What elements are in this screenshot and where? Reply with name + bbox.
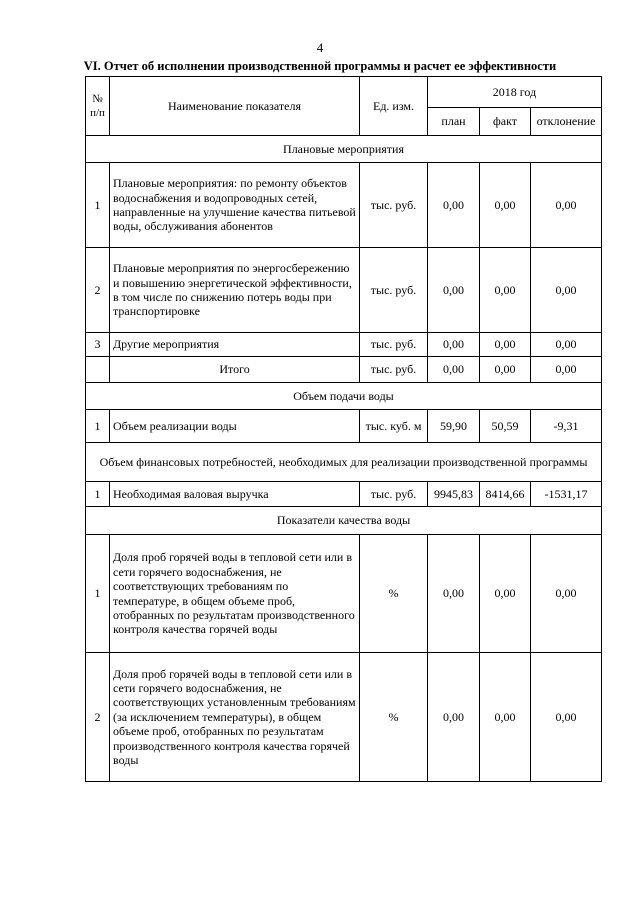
row-fact: 0,00 <box>480 535 531 653</box>
row-deviation: 0,00 <box>531 163 602 248</box>
row-name: Плановые мероприятия по энергосбережению и повышению энергетической эффективности, в том числе по снижению потерь воды при транспортировке <box>110 248 360 333</box>
row-fact: 0,00 <box>480 163 531 248</box>
total-row <box>86 357 602 383</box>
header-row-1 <box>86 77 602 108</box>
section-row-planned <box>86 136 602 163</box>
table-row <box>86 482 602 507</box>
row-number: 3 <box>86 333 110 357</box>
row-unit: % <box>360 653 428 782</box>
row-fact: 50,59 <box>480 410 531 443</box>
row-plan: 0,00 <box>428 535 480 653</box>
row-number: 2 <box>86 248 110 333</box>
header-plan: план <box>428 108 480 136</box>
row-name: Доля проб горячей воды в тепловой сети или в сети горячего водоснабжения, не соответствующих установленным требованиям (за исключением температуры), в общем объеме проб, отобранных по результатам производственного контроля качества горячей воды <box>110 653 360 782</box>
table-row <box>86 535 602 653</box>
row-unit: тыс. руб. <box>360 248 428 333</box>
row-plan: 0,00 <box>428 248 480 333</box>
row-deviation: -9,31 <box>531 410 602 443</box>
row-number: 2 <box>86 653 110 782</box>
section-title-supply: Объем подачи воды <box>86 383 602 410</box>
section-title-quality: Показатели качества воды <box>86 507 602 535</box>
row-deviation: -1531,17 <box>531 482 602 507</box>
row-fact: 0,00 <box>480 333 531 357</box>
row-plan: 0,00 <box>428 653 480 782</box>
header-year: 2018 год <box>428 77 602 108</box>
table-row <box>86 248 602 333</box>
table-row <box>86 410 602 443</box>
row-name: Доля проб горячей воды в тепловой сети или в сети горячего водоснабжения, не соответствующих требованиям по температуре, в общем объеме проб, отобранных по результатам производственного контроля качества горячей воды <box>110 535 360 653</box>
row-name: Необходимая валовая выручка <box>110 482 360 507</box>
page-number: 4 <box>316 40 324 55</box>
row-deviation: 0,00 <box>531 248 602 333</box>
total-plan: 0,00 <box>428 357 480 383</box>
row-plan: 59,90 <box>428 410 480 443</box>
section-title: VI. Отчет об исполнении производственной программы и расчет ее эффективности <box>83 59 557 73</box>
section-row-finance <box>86 443 602 482</box>
section-row-quality <box>86 507 602 535</box>
row-unit: тыс. руб. <box>360 482 428 507</box>
header-num: № п/п <box>86 77 110 136</box>
row-deviation: 0,00 <box>531 653 602 782</box>
row-name: Другие мероприятия <box>110 333 360 357</box>
row-number: 1 <box>86 535 110 653</box>
row-plan: 9945,83 <box>428 482 480 507</box>
table-row <box>86 653 602 782</box>
row-number-empty <box>86 357 110 383</box>
header-name: Наименование показателя <box>110 77 360 136</box>
row-unit: тыс. руб. <box>360 163 428 248</box>
row-number: 1 <box>86 163 110 248</box>
row-number: 1 <box>86 410 110 443</box>
total-deviation: 0,00 <box>531 357 602 383</box>
table-row <box>86 333 602 357</box>
row-number: 1 <box>86 482 110 507</box>
header-deviation: отклонение <box>531 108 602 136</box>
row-plan: 0,00 <box>428 333 480 357</box>
row-unit: тыс. руб. <box>360 333 428 357</box>
header-fact: факт <box>480 108 531 136</box>
row-fact: 8414,66 <box>480 482 531 507</box>
table-row <box>86 163 602 248</box>
row-fact: 0,00 <box>480 653 531 782</box>
section-row-supply <box>86 383 602 410</box>
total-unit: тыс. руб. <box>360 357 428 383</box>
row-plan: 0,00 <box>428 163 480 248</box>
row-unit: тыс. куб. м <box>360 410 428 443</box>
report-table <box>85 76 602 782</box>
section-title-planned: Плановые мероприятия <box>86 136 602 163</box>
row-deviation: 0,00 <box>531 535 602 653</box>
row-name: Плановые мероприятия: по ремонту объектов водоснабжения и водопроводных сетей, направленные на улучшение качества питьевой воды, обслуживания абонентов <box>110 163 360 248</box>
section-title-finance: Объем финансовых потребностей, необходимых для реализации производственной программы <box>86 443 602 482</box>
row-unit: % <box>360 535 428 653</box>
row-name: Объем реализации воды <box>110 410 360 443</box>
row-fact: 0,00 <box>480 248 531 333</box>
header-unit: Ед. изм. <box>360 77 428 136</box>
total-label: Итого <box>110 357 360 383</box>
row-deviation: 0,00 <box>531 333 602 357</box>
total-fact: 0,00 <box>480 357 531 383</box>
